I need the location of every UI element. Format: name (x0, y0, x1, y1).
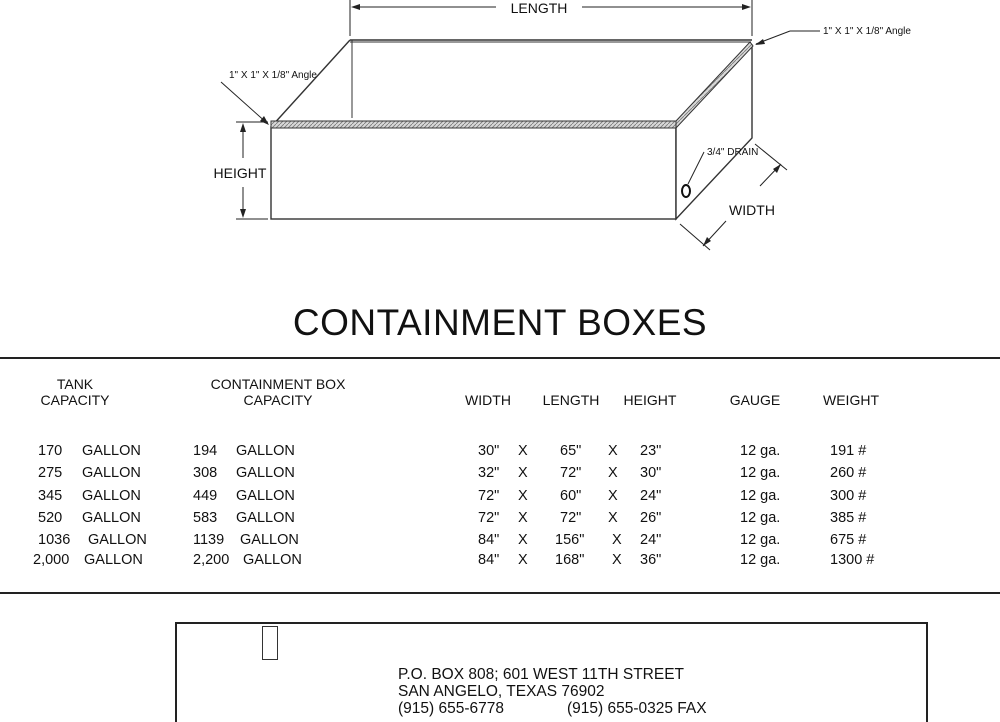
cell-width: 72" (478, 488, 500, 504)
header-gauge: GAUGE (729, 392, 781, 408)
cell-height: 30" (640, 465, 662, 481)
cell-times: X (518, 465, 528, 481)
address-line-2: SAN ANGELO, TEXAS 76902 (398, 683, 605, 700)
cell-width: 84" (478, 552, 500, 568)
cell-box-unit: GALLON (243, 552, 302, 568)
angle-label-left: 1" X 1" X 1/8" Angle (229, 70, 317, 81)
cell-weight: 191 # (830, 443, 867, 459)
cell-length: 72" (560, 510, 582, 526)
cell-times: X (518, 488, 528, 504)
cell-box-unit: GALLON (236, 443, 295, 459)
cell-height: 23" (640, 443, 662, 459)
cell-weight: 385 # (830, 510, 867, 526)
cell-width: 72" (478, 510, 500, 526)
cell-height: 24" (640, 532, 662, 548)
cell-gauge: 12 ga. (740, 510, 781, 526)
page-title: CONTAINMENT BOXES (292, 302, 708, 343)
cell-tank-capacity: 170 (38, 443, 63, 459)
cell-width: 32" (478, 465, 500, 481)
header-length: LENGTH (542, 392, 600, 408)
address-box-tab (262, 626, 278, 660)
cell-tank-capacity: 520 (38, 510, 63, 526)
table-top-rule (0, 357, 1000, 359)
cell-times: X (518, 510, 528, 526)
cell-box-capacity: 583 (193, 510, 218, 526)
cell-box-capacity: 194 (193, 443, 218, 459)
cell-weight: 260 # (830, 465, 867, 481)
cell-length: 168" (555, 552, 585, 568)
cell-gauge: 12 ga. (740, 552, 781, 568)
angle-label-right: 1" X 1" X 1/8" Angle (823, 26, 911, 37)
height-label: HEIGHT (213, 165, 267, 181)
header-width: WIDTH (465, 392, 511, 408)
cell-length: 65" (560, 443, 582, 459)
cell-box-unit: GALLON (240, 532, 299, 548)
cell-box-capacity: 1139 (193, 532, 225, 548)
containment-box-diagram (0, 0, 1000, 290)
cell-box-capacity: 2,200 (193, 552, 230, 568)
cell-length: 60" (560, 488, 582, 504)
cell-width: 30" (478, 443, 500, 459)
width-label: WIDTH (729, 202, 775, 218)
header-height: HEIGHT (623, 392, 677, 408)
header-tank-capacity: TANK CAPACITY (40, 376, 110, 408)
fax-number: (915) 655-0325 FAX (567, 700, 707, 717)
cell-times: X (608, 510, 618, 526)
cell-tank-unit: GALLON (82, 488, 141, 504)
cell-weight: 300 # (830, 488, 867, 504)
cell-times: X (612, 552, 622, 568)
cell-width: 84" (478, 532, 500, 548)
phone-number: (915) 655-6778 (398, 700, 504, 717)
cell-tank-unit: GALLON (82, 510, 141, 526)
cell-weight: 1300 # (830, 552, 875, 568)
cell-length: 156" (555, 532, 585, 548)
cell-times: X (518, 552, 528, 568)
cell-tank-unit: GALLON (88, 532, 147, 548)
cell-box-capacity: 449 (193, 488, 218, 504)
header-box-capacity: CONTAINMENT BOX CAPACITY (210, 376, 346, 408)
address-line-1: P.O. BOX 808; 601 WEST 11TH STREET (398, 666, 685, 683)
cell-tank-capacity: 2,000 (33, 552, 70, 568)
table-bottom-rule (0, 592, 1000, 594)
cell-tank-unit: GALLON (84, 552, 143, 568)
cell-height: 24" (640, 488, 662, 504)
cell-gauge: 12 ga. (740, 443, 781, 459)
cell-times: X (608, 465, 618, 481)
cell-box-unit: GALLON (236, 465, 295, 481)
cell-gauge: 12 ga. (740, 532, 781, 548)
cell-box-unit: GALLON (236, 510, 295, 526)
cell-height: 36" (640, 552, 662, 568)
cell-times: X (612, 532, 622, 548)
cell-gauge: 12 ga. (740, 465, 781, 481)
cell-box-capacity: 308 (193, 465, 218, 481)
angle-rim-front (271, 121, 676, 128)
cell-tank-unit: GALLON (82, 465, 141, 481)
cell-length: 72" (560, 465, 582, 481)
cell-times: X (518, 443, 528, 459)
cell-tank-unit: GALLON (82, 443, 141, 459)
cell-tank-capacity: 1036 (38, 532, 71, 548)
length-label: LENGTH (510, 0, 568, 16)
drain-label: 3/4" DRAIN (707, 147, 759, 158)
cell-times: X (518, 532, 528, 548)
cell-gauge: 12 ga. (740, 488, 781, 504)
cell-height: 26" (640, 510, 662, 526)
box-outline (271, 40, 752, 219)
header-weight: WEIGHT (823, 392, 879, 408)
cell-tank-capacity: 345 (38, 488, 63, 504)
cell-box-unit: GALLON (236, 488, 295, 504)
cell-tank-capacity: 275 (38, 465, 63, 481)
cell-times: X (608, 443, 618, 459)
cell-times: X (608, 488, 618, 504)
cell-weight: 675 # (830, 532, 867, 548)
